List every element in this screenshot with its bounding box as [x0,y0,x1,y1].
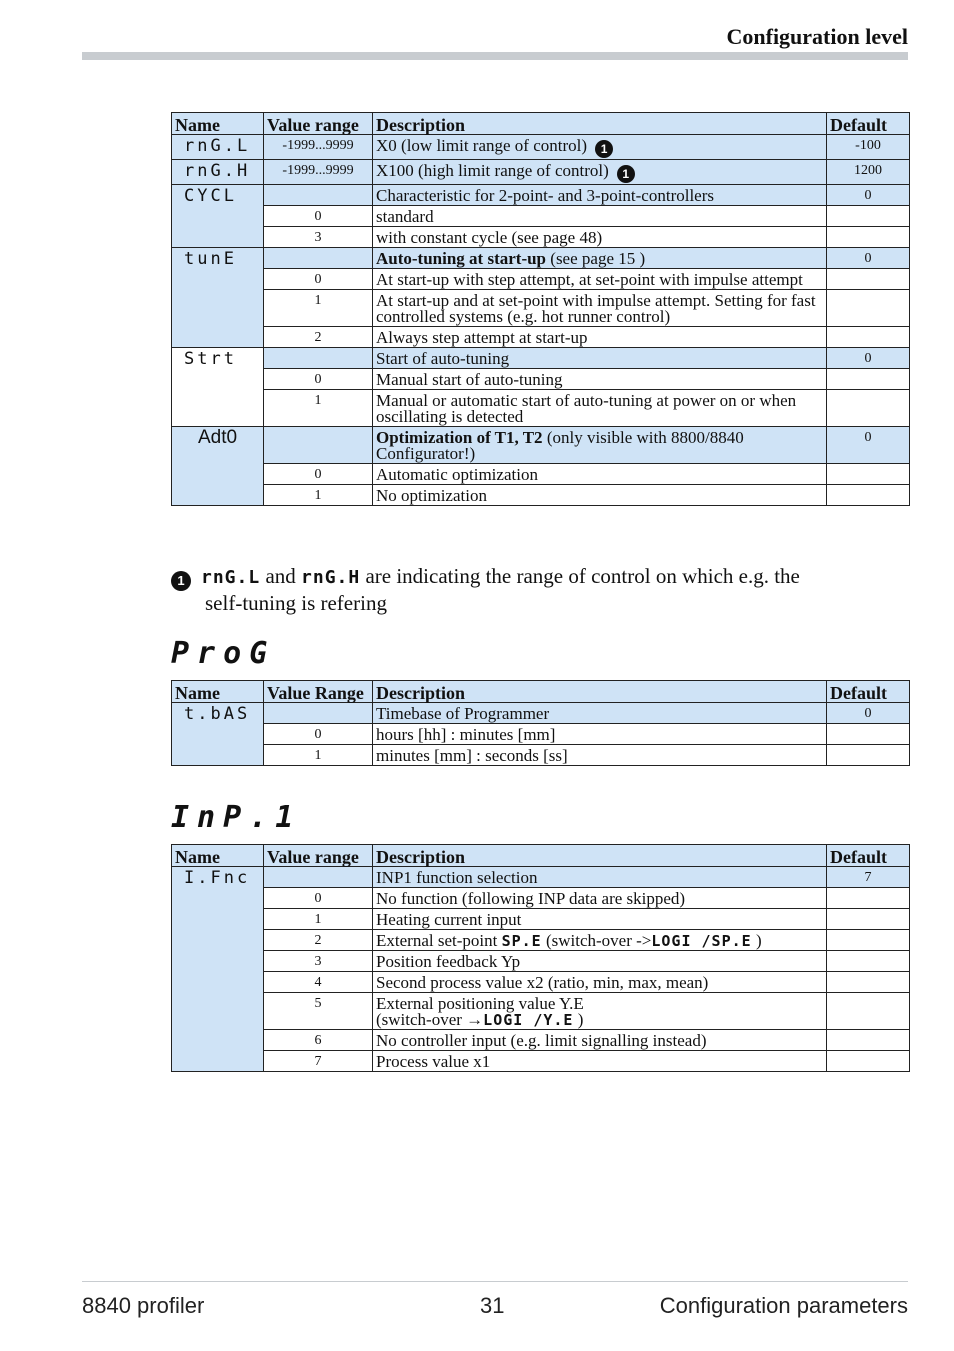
table-row [172,867,910,888]
table-row [172,909,910,930]
table-row [172,745,910,766]
col-header-range: Value Range [264,681,373,703]
param-description: Timebase of Programmer [373,703,827,724]
option-value: 3 [264,227,373,248]
segment-code: LOGI /Y.E [483,1011,574,1029]
table-row [172,290,910,327]
segment-code: LOGI /SP.E [651,932,752,950]
default-value: 0 [827,427,910,464]
param-name: t.bAS [172,703,264,766]
option-value: 2 [264,327,373,348]
footer-rule [82,1281,908,1282]
value-range: -1999...9999 [264,160,373,185]
option-value: 1 [264,290,373,327]
param-name: I.Fnc [172,867,264,1072]
option-description: minutes [mm] : seconds [ss] [373,745,827,766]
param-name: Strt [172,348,264,427]
value-range: -1999...9999 [264,135,373,160]
option-value: 1 [264,745,373,766]
table-row [172,1030,910,1051]
default-value: 7 [827,867,910,888]
param-name: rnG.H [172,160,264,185]
default-value: 1200 [827,160,910,185]
col-header-name: Name [172,113,264,135]
option-value: 3 [264,951,373,972]
option-value: 7 [264,1051,373,1072]
table-row [172,135,910,160]
table-row [172,1051,910,1072]
footnote-badge-icon: 1 [595,140,613,158]
default-value: 0 [827,703,910,724]
config-table-controller [171,112,910,506]
footnote: 1 rnG.L and rnG.H are indicating the range of control on which e.g. the self-tuning is refering [171,564,871,616]
default-value: 0 [827,348,910,369]
param-description: X100 (high limit range of control) 1 [373,160,827,185]
col-header-description: Description [373,845,827,867]
option-value: 1 [264,390,373,427]
option-description: No function (following INP data are skipped) [373,888,827,909]
default-value: 0 [827,248,910,269]
option-description: Manual start of auto-tuning [373,369,827,390]
table-row [172,206,910,227]
option-value: 0 [264,464,373,485]
option-description: Process value x1 [373,1051,827,1072]
table-header-row [172,845,910,867]
table-row [172,185,910,206]
section-title-prog: ProG [171,636,276,671]
option-value: 0 [264,724,373,745]
param-name: tunE [172,248,264,348]
table-row [172,390,910,427]
table-row [172,160,910,185]
table-header-row [172,113,910,135]
option-value: 1 [264,485,373,506]
option-value: 4 [264,972,373,993]
option-value: 2 [264,930,373,951]
option-value: 0 [264,888,373,909]
option-description: Second process value x2 (ratio, min, max, mean) [373,972,827,993]
option-value: 1 [264,909,373,930]
option-description: Position feedback Yp [373,951,827,972]
param-name: Adt0 [172,427,264,506]
col-header-description: Description [373,681,827,703]
table-row [172,269,910,290]
param-name: rnG.L [172,135,264,160]
table-row [172,248,910,269]
table-header-row [172,681,910,703]
col-header-default: Default [827,113,910,135]
option-description: Automatic optimization [373,464,827,485]
table-row [172,427,910,464]
segment-code: rnG.H [301,567,361,588]
col-header-name: Name [172,845,264,867]
page-number: 31 [480,1293,505,1318]
option-description: External set-point SP.E (switch-over ->LOGI /SP.E ) [373,930,827,951]
col-header-range: Value range [264,845,373,867]
param-description: INP1 function selection [373,867,827,888]
option-description: At start-up and at set-point with impulse attempt. Setting for fast controlled systems (e.g. hot runner control) [373,290,827,327]
param-description: Optimization of T1, T2 (only visible with 8800/8840 Configurator!) [373,427,827,464]
config-table-input [171,844,910,1072]
footnote-badge-icon: 1 [171,571,191,591]
option-value: 0 [264,269,373,290]
param-description: Auto-tuning at start-up (see page 15 ) [373,248,827,269]
option-description: with constant cycle (see page 48) [373,227,827,248]
col-header-default: Default [827,681,910,703]
table-row [172,724,910,745]
param-name: CYCL [172,185,264,248]
table-row [172,888,910,909]
option-description: No controller input (e.g. limit signalling instead) [373,1030,827,1051]
option-description: At start-up with step attempt, at set-point with impulse attempt [373,269,827,290]
table-row [172,703,910,724]
option-description: Always step attempt at start-up [373,327,827,348]
option-description: standard [373,206,827,227]
col-header-default: Default [827,845,910,867]
param-description: X0 (low limit range of control) 1 [373,135,827,160]
table-row [172,327,910,348]
option-description: Manual or automatic start of auto-tuning at power on or when oscillating is detected [373,390,827,427]
table-row [172,369,910,390]
table-row [172,972,910,993]
table-row [172,464,910,485]
option-description: No optimization [373,485,827,506]
param-description: Characteristic for 2-point- and 3-point-controllers [373,185,827,206]
config-table-programmer [171,680,910,766]
table-row [172,227,910,248]
table-row [172,993,910,1030]
col-header-name: Name [172,681,264,703]
option-value: 6 [264,1030,373,1051]
option-description: Heating current input [373,909,827,930]
table-row [172,930,910,951]
col-header-description: Description [373,113,827,135]
option-description: hours [hh] : minutes [mm] [373,724,827,745]
footer-product: 8840 profiler [82,1293,205,1318]
footer-chapter: Configuration parameters [659,1293,908,1318]
param-description: Start of auto-tuning [373,348,827,369]
segment-code: SP.E [501,932,542,950]
segment-code: rnG.L [201,567,261,588]
section-title-inp1: InP.1 [171,800,302,835]
default-value: -100 [827,135,910,160]
footnote-badge-icon: 1 [617,165,635,183]
option-value: 5 [264,993,373,1030]
table-row [172,485,910,506]
col-header-range: Value range [264,113,373,135]
section-header-title: Configuration level [726,24,908,49]
header-rule [82,52,908,60]
default-value: 0 [827,185,910,206]
table-row [172,951,910,972]
option-description: External positioning value Y.E (switch-over →LOGI /Y.E ) [373,993,827,1030]
option-value: 0 [264,206,373,227]
option-value: 0 [264,369,373,390]
table-row [172,348,910,369]
